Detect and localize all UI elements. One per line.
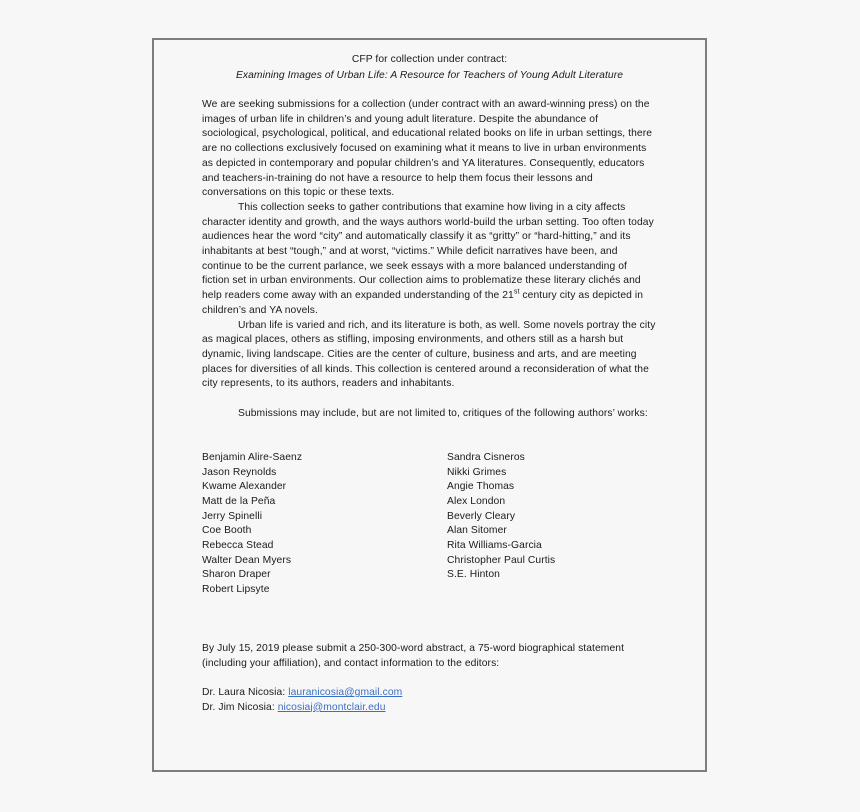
author-entry: Kwame Alexander bbox=[202, 481, 287, 493]
author-entry: Sharon Draper bbox=[202, 569, 271, 581]
paragraph-scope bbox=[202, 201, 657, 319]
author-entry: Coe Booth bbox=[202, 525, 252, 537]
author-entry: Sandra Cisneros bbox=[447, 451, 525, 463]
footer-spacer-3 bbox=[202, 671, 657, 686]
cfp-heading: CFP for collection under contract: bbox=[351, 54, 508, 65]
editor-contact-laura bbox=[202, 686, 657, 701]
author-entry: Jason Reynolds bbox=[202, 466, 277, 478]
author-entry: Christopher Paul Curtis bbox=[447, 554, 556, 566]
document-body bbox=[202, 52, 657, 715]
paragraph-submissions-intro: Submissions may include, but are not limited to, critiques of the following authors’ works: bbox=[238, 407, 648, 419]
document-title-block bbox=[202, 52, 657, 84]
authors-column-right bbox=[447, 451, 657, 598]
document-page bbox=[152, 38, 707, 772]
author-entry: S.E. Hinton bbox=[447, 569, 500, 581]
author-entry: Jerry Spinelli bbox=[202, 510, 263, 522]
author-entry: Matt de la Peña bbox=[202, 495, 276, 507]
author-entry: Benjamin Alire-Saenz bbox=[202, 451, 303, 463]
authors-column-left bbox=[202, 451, 447, 598]
paragraph-urban-life: Urban life is varied and rich, and its literature is both, as well. Some novels portray the city as magical places, others as stifling, imposing environments, and others still as a harsh but dynamic, living landscape. Cities are the center of culture, business and arts, and are meeting places for diversities of all kinds. This collection is centered around a reconsideration of what the city represents, to its authors, readers and inhabitants. bbox=[202, 319, 656, 390]
paragraph-scope-part-1: This collection seeks to gather contributions that examine how living in a city affects character identity and growth, and the ways authors world-build the urban setting. Too often today audiences hear the word “city” and automatically classify it as “gritty” or “hard-hitting,” and its inhabitants at best “tough,” and at worst, “victims.” While deficit narratives have been, and continue to be the current parlance, we seek essays with a more balanced understanding of fiction set in urban environments. Our collection aims to problematize these literary clichés and help readers come away with an expanded understanding of the 21 bbox=[202, 201, 654, 302]
author-entry: Alex London bbox=[447, 495, 506, 507]
author-entry: Alan Sitomer bbox=[447, 525, 507, 537]
submission-instructions: By July 15, 2019 please submit a 250-300-word abstract, a 75-word biographical statement (including your affiliation), and contact information to the editors: bbox=[202, 642, 625, 669]
editor-contact-jim bbox=[202, 701, 657, 716]
author-entry: Angie Thomas bbox=[447, 481, 515, 493]
footer-spacer-2 bbox=[202, 627, 657, 642]
paragraph-scope-part-2: century city as depicted in children’s and YA novels. bbox=[202, 290, 644, 316]
author-entry: Rita Williams-Garcia bbox=[447, 540, 542, 552]
collection-subtitle: Examining Images of Urban Life: A Resource for Teachers of Young Adult Literature bbox=[235, 70, 624, 81]
footer-spacer-1 bbox=[202, 613, 657, 628]
authors-columns bbox=[202, 451, 657, 598]
author-entry: Walter Dean Myers bbox=[202, 554, 292, 566]
author-entry: Beverly Cleary bbox=[447, 510, 516, 522]
author-entry: Nikki Grimes bbox=[447, 466, 507, 478]
paragraph-spacer bbox=[202, 392, 657, 407]
authors-spacer bbox=[202, 436, 657, 451]
paragraph-intro: We are seeking submissions for a collection (under contract with an award-winning press) on the images of urban life in children’s and young adult literature. Despite the abundance of sociological, psychological, political, and educational related books on life in urban settings, there are no collections exclusively focused on examining what it means to live in urban environments as depicted in contemporary and popular children’s and YA literatures. Consequently, educators and teachers-in-training do not have a resource to help them focus their lessons and conversations on this topic or these texts. bbox=[202, 99, 653, 199]
editor-email-laura-link[interactable]: lauranicosia@gmail.com bbox=[288, 687, 403, 699]
authors-list-section bbox=[202, 436, 657, 598]
editor-name-laura: Dr. Laura Nicosia: bbox=[202, 687, 289, 699]
editor-email-jim-link[interactable]: nicosiaj@montclair.edu bbox=[277, 701, 386, 713]
submission-details-section bbox=[202, 613, 657, 716]
ordinal-suffix-superscript: st bbox=[513, 288, 520, 296]
author-entry: Robert Lipsyte bbox=[202, 584, 270, 596]
editor-name-jim: Dr. Jim Nicosia: bbox=[202, 701, 278, 713]
author-entry: Rebecca Stead bbox=[202, 540, 274, 552]
